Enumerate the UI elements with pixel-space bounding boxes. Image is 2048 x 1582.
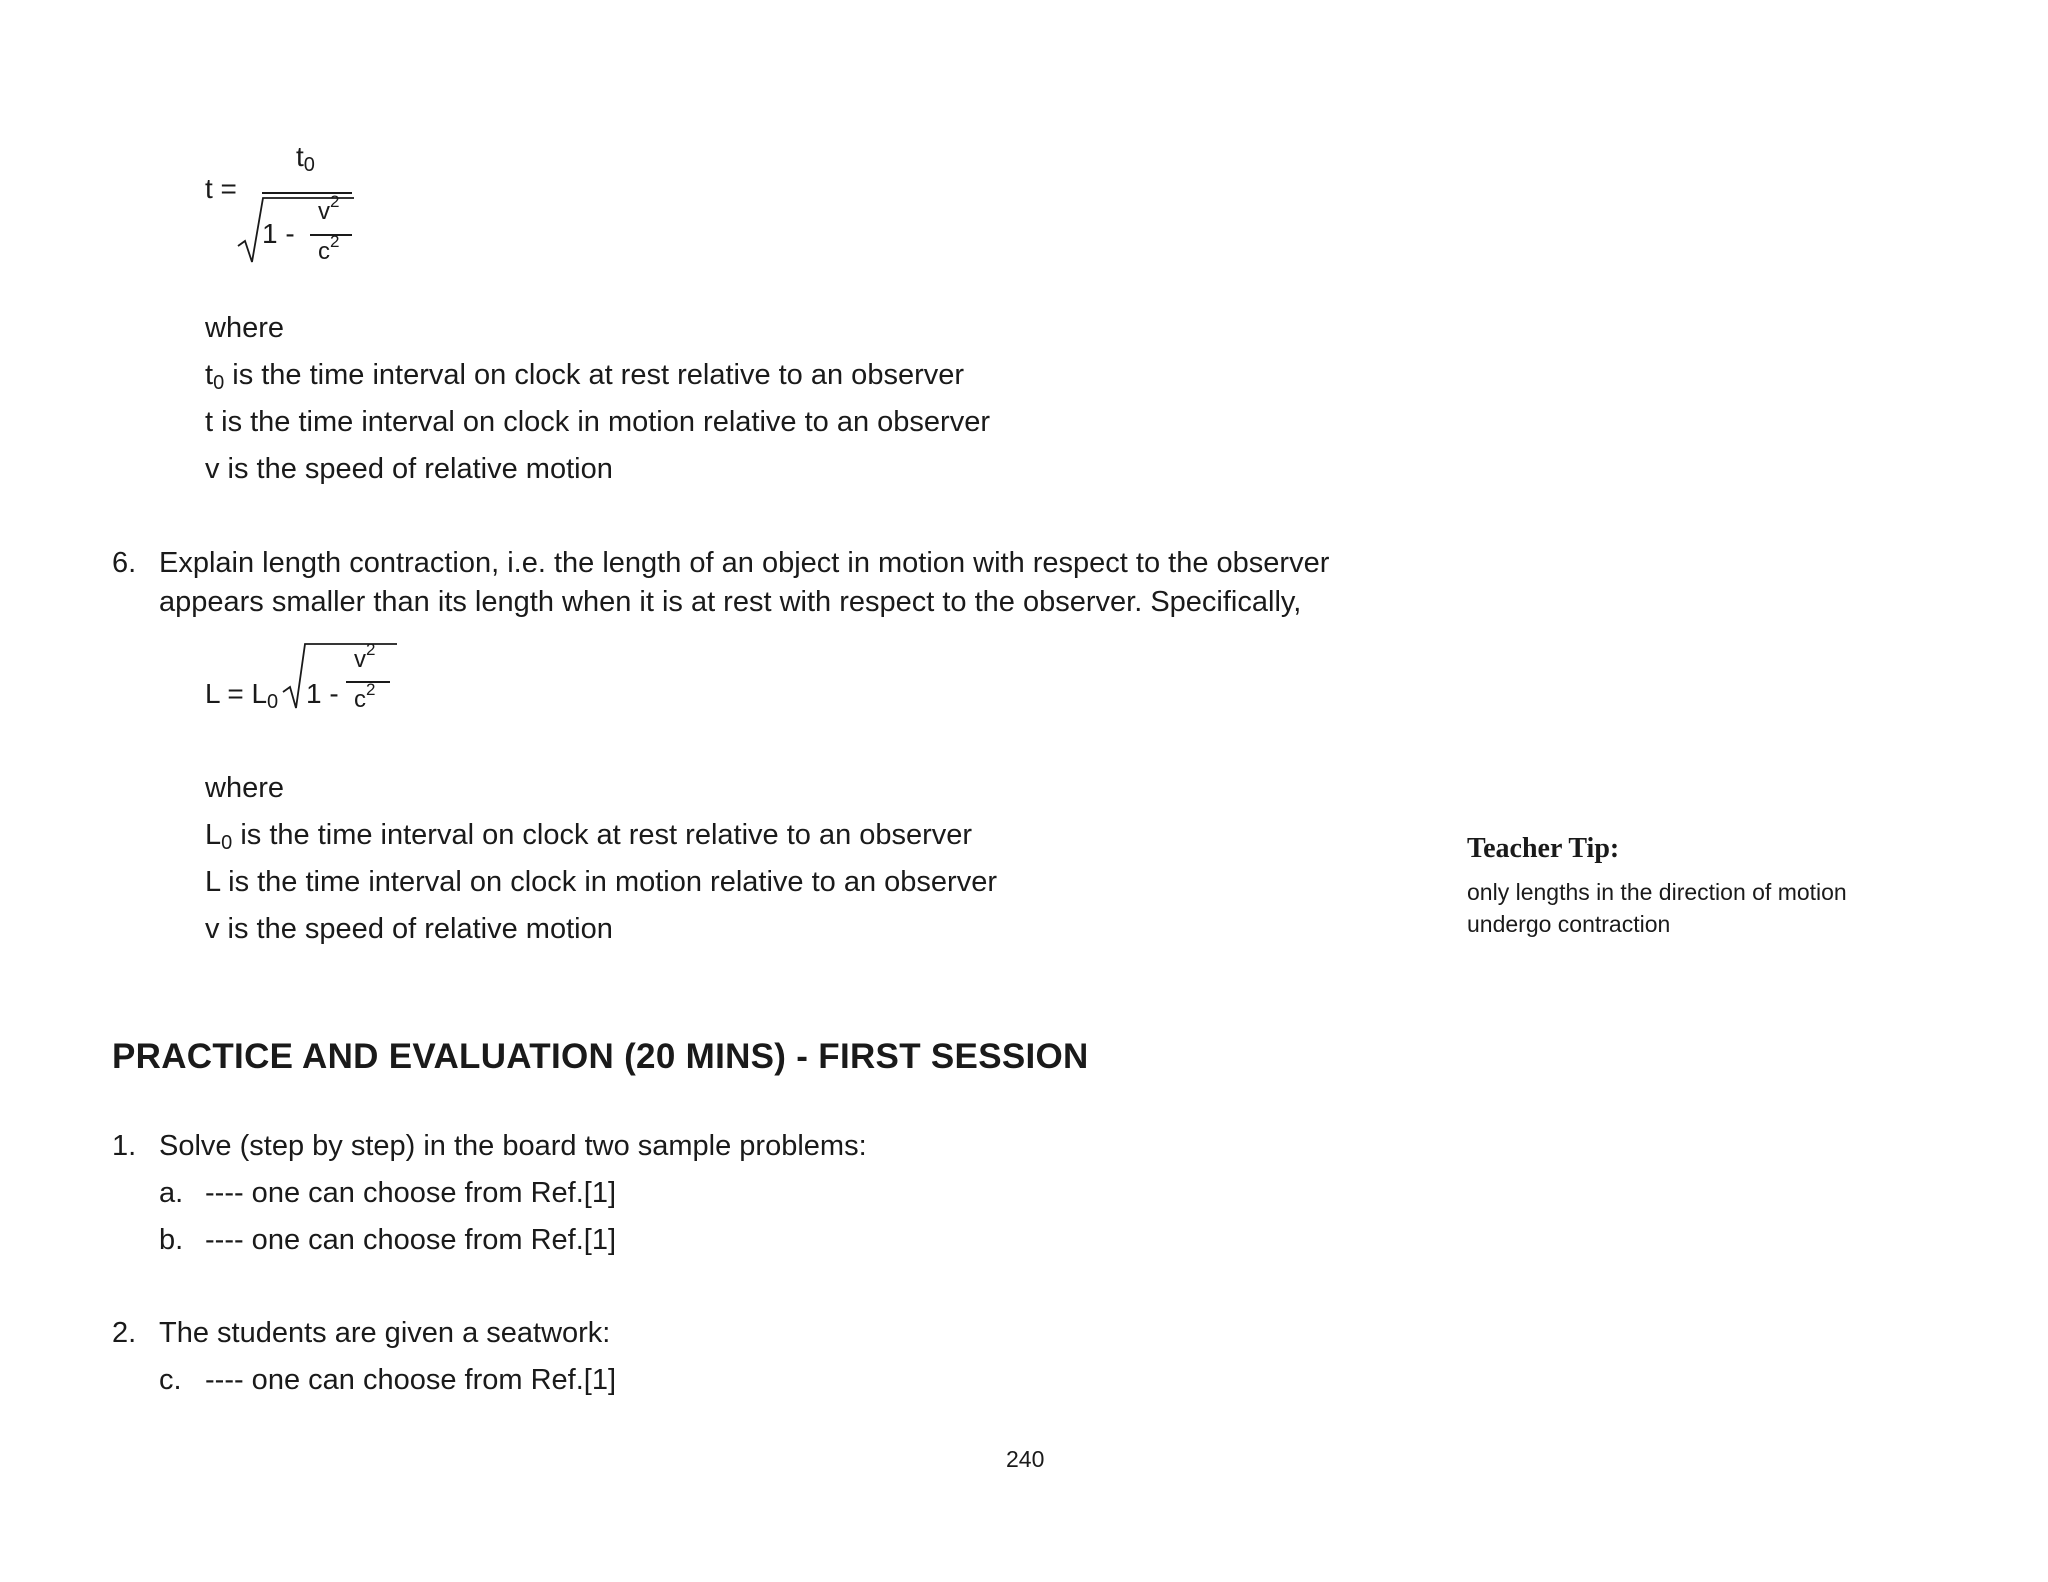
definition-v: v is the speed of relative motion	[205, 453, 613, 485]
square-root-symbol	[281, 640, 401, 712]
subitem-a-letter: a.	[159, 1177, 184, 1209]
inner-fraction-numerator: $v^2$	[318, 192, 340, 225]
definition-t: t is the time interval on clock in motion relative to an observer	[205, 406, 990, 438]
definition-L: L is the time interval on clock in motion relative to an observer	[205, 866, 997, 898]
equation-lhs: t =	[205, 173, 237, 204]
radical-one: 1 -	[306, 678, 339, 709]
equation-numerator: $t_0$	[296, 141, 315, 176]
teacher-tip-line-2: undergo contraction	[1467, 911, 1671, 937]
where-label-1: where	[205, 312, 284, 344]
practice-item-2-text: The students are given a seatwork:	[159, 1317, 611, 1349]
item-6-line-1: Explain length contraction, i.e. the length of an object in motion with respect to the observer	[159, 547, 1330, 579]
item-6-line-2: appears smaller than its length when it is at rest with respect to the observer. Specifically,	[159, 586, 1302, 618]
teacher-tip-heading: Teacher Tip:	[1467, 833, 1620, 864]
radical-one: 1 -	[262, 218, 295, 249]
practice-item-2-number: 2.	[112, 1317, 137, 1349]
subitem-a-text: ---- one can choose from Ref.[1]	[205, 1177, 616, 1209]
practice-item-1-number: 1.	[112, 1130, 137, 1162]
where-label-2: where	[205, 772, 284, 804]
definition-L0: $L_0$ is the time interval on clock at rest relative to an observer	[205, 819, 973, 854]
definition-t0: $t_0$ is the time interval on clock at rest relative to an observer	[205, 359, 965, 394]
subitem-c-letter: c.	[159, 1364, 182, 1396]
inner-fraction-numerator: $v^2$	[354, 640, 376, 673]
equation-lhs: $L = L_0$	[205, 678, 279, 713]
teacher-tip-line-1: only lengths in the direction of motion	[1467, 879, 1847, 905]
subitem-b-letter: b.	[159, 1224, 184, 1256]
inner-fraction-denominator: $c^2$	[318, 232, 340, 265]
subitem-b-text: ---- one can choose from Ref.[1]	[205, 1224, 616, 1256]
item-6-number: 6.	[112, 547, 137, 579]
definition-v: v is the speed of relative motion	[205, 913, 613, 945]
inner-fraction-denominator: $c^2$	[354, 680, 376, 713]
page-number: 240	[1006, 1446, 1045, 1472]
practice-item-1-text: Solve (step by step) in the board two sample problems:	[159, 1130, 867, 1162]
section-heading: PRACTICE AND EVALUATION (20 MINS) - FIRST SESSION	[112, 1037, 1089, 1076]
subitem-c-text: ---- one can choose from Ref.[1]	[205, 1364, 616, 1396]
